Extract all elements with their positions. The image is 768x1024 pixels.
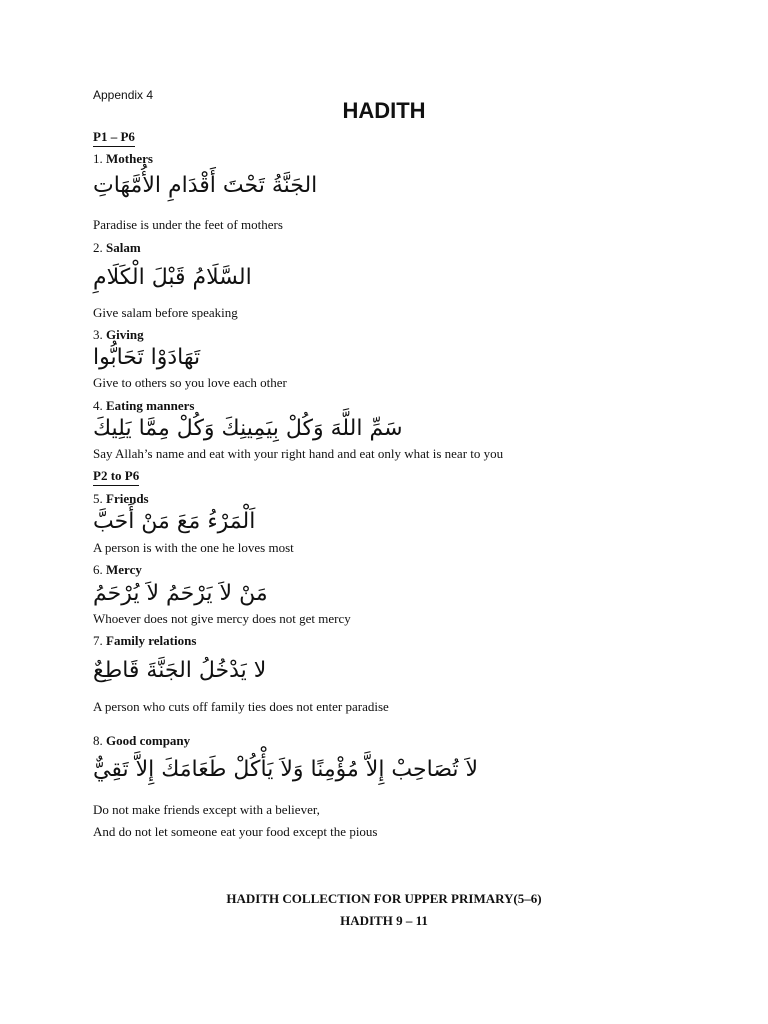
hadith-number: 2. — [93, 240, 103, 255]
hadith-number: 7. — [93, 633, 103, 648]
hadith-2-translation: Give salam before speaking — [93, 305, 238, 320]
hadith-title: Giving — [106, 327, 144, 342]
hadith-7-translation: A person who cuts off family ties does not enter paradise — [93, 699, 389, 714]
hadith-number: 5. — [93, 491, 103, 506]
hadith-1-heading — [93, 151, 153, 167]
hadith-5-heading — [93, 491, 149, 507]
hadith-8-translation-line-2: And do not let someone eat your food except the pious — [93, 824, 378, 839]
hadith-number: 3. — [93, 327, 103, 342]
hadith-number: 4. — [93, 398, 103, 413]
hadith-title: Mercy — [106, 562, 142, 577]
level-heading-p1-p6: P1 – P6 — [93, 129, 135, 147]
hadith-title: Family relations — [106, 633, 197, 648]
page-title: HADITH — [342, 98, 426, 123]
hadith-title: Good company — [106, 733, 191, 748]
hadith-number: 1. — [93, 151, 103, 166]
appendix-label: Appendix 4 — [93, 88, 154, 102]
hadith-8-translation-line-1: Do not make friends except with a believer, — [93, 802, 320, 817]
hadith-title: Salam — [106, 240, 141, 255]
hadith-4-translation: Say Allah’s name and eat with your right hand and eat only what is near to you — [93, 446, 504, 461]
hadith-6-translation: Whoever does not give mercy does not get mercy — [93, 611, 351, 626]
hadith-title: Friends — [106, 491, 149, 506]
hadith-title: Mothers — [106, 151, 153, 166]
level-heading-p2-p6: P2 to P6 — [93, 468, 139, 486]
hadith-7-heading — [93, 633, 196, 649]
hadith-8-arabic: لاَ تُصَاحِبْ إِلاَّ مُؤْمِنًا وَلاَ يَأْكُلْ طَعَامَكَ إِلاَّ تَقِيٌّ — [93, 757, 479, 782]
hadith-number: 8. — [93, 733, 103, 748]
hadith-number: 6. — [93, 562, 103, 577]
hadith-3-arabic: تَهَادَوْا تَحَابُّوا — [93, 345, 201, 370]
hadith-title: Eating manners — [106, 398, 195, 413]
hadith-2-arabic: السَّلَامُ قَبْلَ الْكَلَامِ — [93, 265, 252, 290]
hadith-2-heading — [93, 240, 141, 256]
hadith-3-translation: Give to others so you love each other — [93, 375, 287, 390]
hadith-4-arabic: سَمِّ اللَّهَ وَكُلْ بِيَمِينِكَ وَكُلْ مِمَّا يَلِيكَ — [93, 416, 403, 441]
hadith-8-heading — [93, 733, 190, 749]
footer-hadith-range: HADITH 9 – 11 — [340, 913, 428, 928]
hadith-7-arabic: لا يَدْخُلُ الجَنَّةَ قَاطِعٌ — [93, 658, 267, 683]
footer-collection-title: HADITH COLLECTION FOR UPPER PRIMARY(5–6) — [226, 891, 542, 906]
hadith-1-arabic: الجَنَّةُ تَحْتَ أَقْدَامِ الأُمَّهَاتِ — [93, 173, 318, 198]
hadith-6-arabic: مَنْ لاَ يَرْحَمُ لاَ يُرْحَمُ — [93, 581, 268, 606]
hadith-3-heading — [93, 327, 144, 343]
hadith-1-translation: Paradise is under the feet of mothers — [93, 217, 283, 232]
hadith-5-arabic: اَلْمَرْءُ مَعَ مَنْ أَحَبَّ — [93, 509, 256, 534]
hadith-5-translation: A person is with the one he loves most — [93, 540, 294, 555]
hadith-6-heading — [93, 562, 142, 578]
hadith-4-heading — [93, 398, 194, 414]
